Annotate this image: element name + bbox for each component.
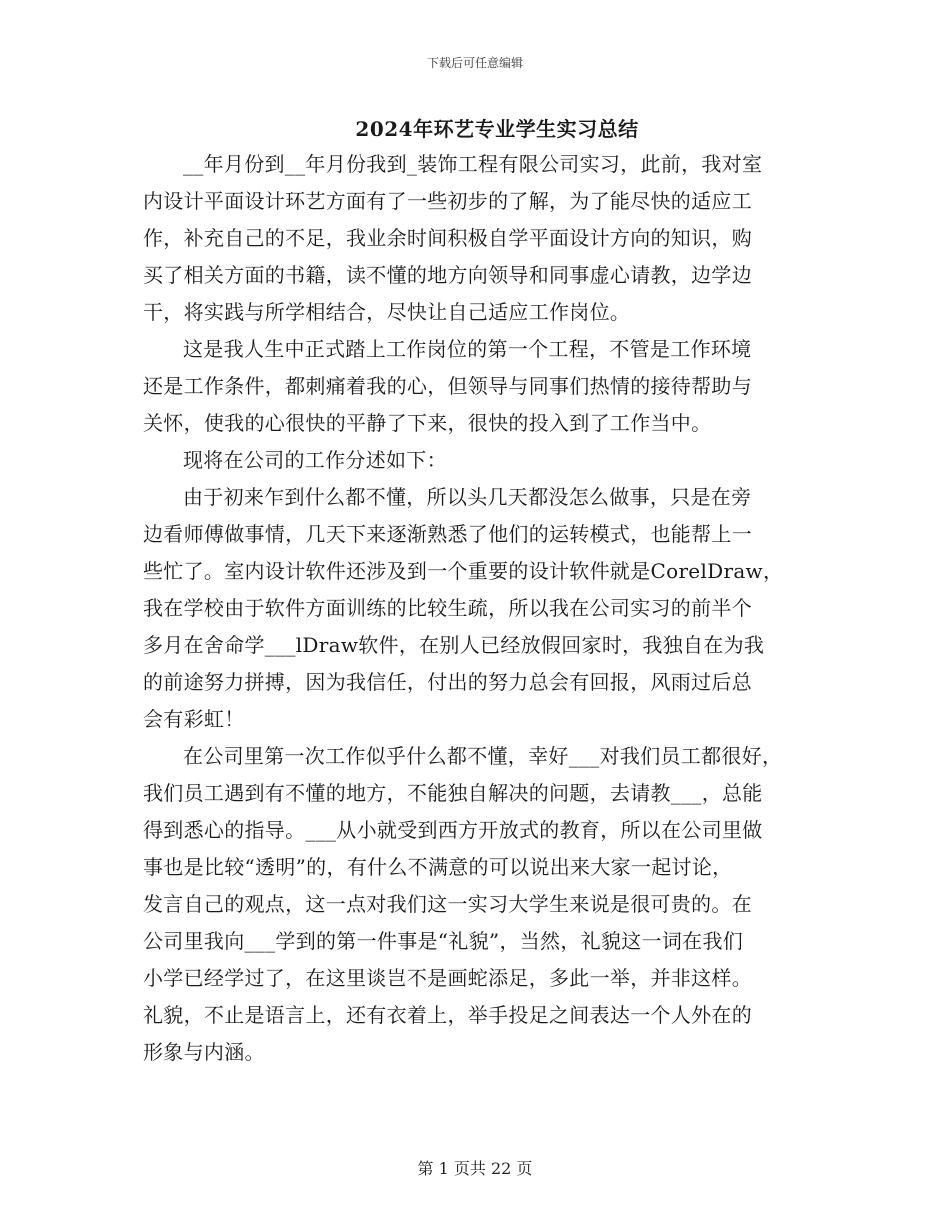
text-line: 由于初来乍到什么都不懂，所以头几天都没怎么做事，只是在旁 bbox=[183, 485, 752, 509]
text-line: 得到悉心的指导。___从小就受到西方开放式的教育，所以在公司里做 bbox=[143, 818, 763, 842]
text-line: 买了相关方面的书籍，读不懂的地方向领导和同事虚心请教，边学边 bbox=[143, 263, 752, 287]
text-line: 公司里我向___学到的第一件事是“礼貌”，当然，礼貌这一词在我们 bbox=[143, 929, 744, 953]
text-line: __年月份到__年月份我到_装饰工程有限公司实习，此前，我对室 bbox=[183, 152, 763, 176]
text-line: 现将在公司的工作分述如下： bbox=[183, 448, 447, 472]
paragraph-4 bbox=[143, 479, 833, 738]
paragraph-2 bbox=[143, 331, 833, 442]
paragraph-1 bbox=[143, 146, 833, 331]
text-line: 在公司里第一次工作似乎什么都不懂，幸好___对我们员工都很好， bbox=[183, 744, 783, 768]
text-line: 作，补充自己的不足，我业余时间积极自学平面设计方向的知识，购 bbox=[143, 226, 752, 250]
paragraph-3 bbox=[143, 442, 833, 479]
text-line: 礼貌，不止是语言上，还有衣着上，举手投足之间表达一个人外在的 bbox=[143, 1003, 752, 1027]
text-line: 发言自己的观点，这一点对我们这一实习大学生来说是很可贵的。在 bbox=[143, 892, 752, 916]
text-line: 事也是比较“透明”的，有什么不满意的可以说出来大家一起讨论， bbox=[143, 855, 733, 879]
text-line: 这是我人生中正式踏上工作岗位的第一个工程，不管是工作环境 bbox=[183, 337, 752, 361]
text-line: 我在学校由于软件方面训练的比较生疏，所以我在公司实习的前半个 bbox=[143, 596, 752, 620]
text-line: 小学已经学过了，在这里谈岂不是画蛇添足，多此一举，并非这样。 bbox=[143, 966, 752, 990]
text-line: 多月在舍命学___lDraw软件，在别人已经放假回家时，我独自在为我 bbox=[143, 633, 765, 657]
text-line: 会有彩虹！ bbox=[143, 707, 245, 731]
text-line: 形象与内涵。 bbox=[143, 1040, 265, 1064]
text-line: 些忙了。室内设计软件还涉及到一个重要的设计软件就是CorelDraw， bbox=[143, 559, 784, 583]
text-line: 我们员工遇到有不懂的地方，不能独自解决的问题，去请教___，总能 bbox=[143, 781, 763, 805]
text-line: 关怀，使我的心很快的平静了下来，很快的投入到了工作当中。 bbox=[143, 411, 712, 435]
page-footer: 第 1 页共 22 页 bbox=[417, 1159, 533, 1178]
text-line: 内设计平面设计环艺方面有了一些初步的了解，为了能尽快的适应工 bbox=[143, 189, 752, 213]
document-title: 2024年环艺专业学生实习总结 bbox=[355, 117, 639, 141]
text-line: 还是工作条件，都刺痛着我的心，但领导与同事们热情的接待帮助与 bbox=[143, 374, 752, 398]
text-line: 的前途努力拼搏，因为我信任，付出的努力总会有回报，风雨过后总 bbox=[143, 670, 752, 694]
header-note: 下载后可任意编辑 bbox=[426, 56, 523, 70]
paragraph-5 bbox=[143, 738, 833, 1071]
document-body bbox=[143, 146, 833, 1071]
text-line: 边看师傅做事情，几天下来逐渐熟悉了他们的运转模式，也能帮上一 bbox=[143, 522, 752, 546]
text-line: 干，将实践与所学相结合，尽快让自己适应工作岗位。 bbox=[143, 300, 631, 324]
